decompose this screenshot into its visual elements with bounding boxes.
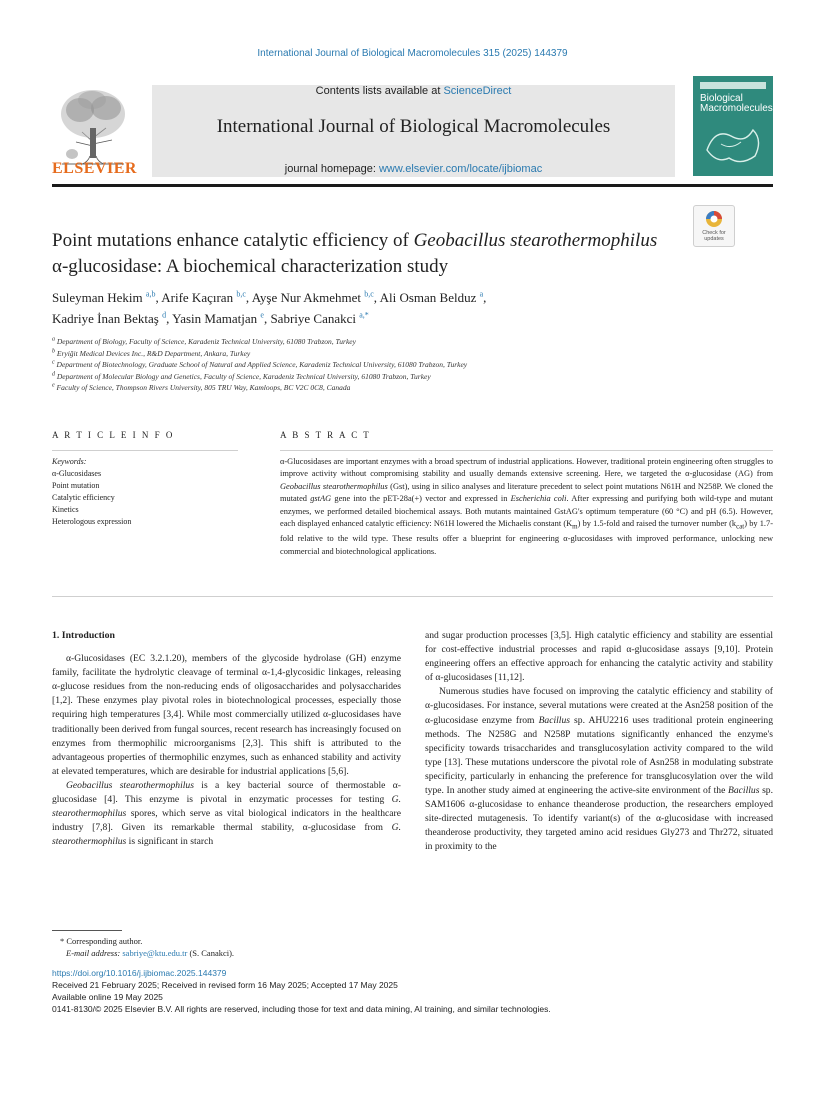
homepage-prefix: journal homepage: (284, 163, 379, 175)
affiliation-text: Department of Molecular Biology and Genetics, Faculty of Science, Karadeniz Technical University, 61080 Trabzon, Turkey (56, 371, 431, 381)
body-text: sp. SAM1606 α-glucosidase to enhance theanderose production, the researchers employed site-directed mutagenesis. To identify variant(s) of the α-glucosidase with increased theanderose productivity, they targeted amino acid residues Gly273 and Thr272, situated in proximity to the (425, 785, 773, 853)
affiliation-item (52, 359, 752, 371)
affiliation-mark: a (52, 336, 55, 343)
cover-band (700, 82, 766, 89)
abstract-subscript: cat (736, 522, 745, 531)
affiliation-mark: c (52, 359, 55, 366)
body-column-right (425, 629, 773, 855)
abstract-segment: ) by 1.5-fold and raised the turnover number (k (577, 519, 737, 529)
journal-cover-image[interactable] (693, 76, 773, 176)
author[interactable]: Ayşe Nur Akmehmet (251, 290, 361, 305)
abstract-bottom-rule (52, 596, 773, 597)
journal-name: International Journal of Biological Macromolecules (216, 116, 611, 137)
author-separator: , (155, 290, 162, 305)
body-paragraph (52, 779, 401, 849)
body-text: is significant in starch (126, 836, 214, 848)
abstract-segment: . After expressing and purifying both wild-type and mutant enzymes, we performed detailed biochemical assays. Both mutants maintained GstAG's optimum temperature (60 °C) and pH (6.5). However, each displayed enhanced catalytic efficiency: N61H lowered the Michaelis constant (K (280, 494, 773, 529)
body-paragraph (425, 629, 773, 685)
journal-homepage-link[interactable]: www.elsevier.com/locate/ijbiomac (378, 163, 543, 175)
body-italic: G. stearothermophilus (52, 794, 401, 820)
affiliation-mark: e (52, 382, 55, 389)
author[interactable]: Ali Osman Belduz (379, 290, 477, 305)
author-separator: , (483, 290, 487, 305)
elsevier-wordmark: ELSEVIER (52, 160, 137, 177)
article-title (52, 228, 672, 280)
abstract-rule (280, 450, 773, 451)
keyword: α-Glucosidases (52, 469, 102, 478)
abstract-segment: gene into the pET-28a(+) vector and expressed in (331, 494, 511, 504)
keyword: Kinetics (52, 505, 79, 514)
author-affiliation-mark[interactable]: a,b (145, 289, 156, 299)
email-label: E-mail address: (66, 948, 123, 958)
journal-citation-link[interactable]: International Journal of Biological Macromolecules 315 (2025) 144379 (257, 48, 568, 59)
author[interactable]: Suleyman Hekim (52, 290, 143, 305)
author-affiliation-mark[interactable]: b,c (236, 289, 246, 299)
author-affiliation-mark[interactable]: a (479, 289, 484, 299)
footnotes (52, 935, 552, 959)
keywords-block (52, 456, 238, 528)
author-separator: , (263, 311, 271, 326)
body-text: Numerous studies have focused on improving the catalytic efficiency and stability of α-glucosidases. For instance, several mutations were created at the Asn258 position of the α-glucosidase enzyme from (425, 686, 773, 726)
abstract-segment: (Gst), using in silico analyses and literature precedent to select point mutations N61H and N258P. We cloned the mutated (280, 481, 773, 504)
body-text: spores, which serve as vital biological indicators in the healthcare industry [7,8]. Given its remarkable thermal stability, α-glucosidase from (52, 808, 401, 834)
body-italic: Bacillus (538, 714, 571, 726)
body-italic: G. stearothermophilus (52, 822, 401, 848)
keywords-label: Keywords: (52, 457, 87, 466)
author-separator: , (245, 290, 252, 305)
abstract-heading: A B S T R A C T (280, 430, 371, 440)
keyword: Catalytic efficiency (52, 493, 115, 502)
body-paragraph (52, 652, 401, 779)
title-italic-species: Geobacillus stearothermophilus (413, 230, 658, 251)
check-for-updates-button[interactable] (693, 205, 735, 247)
contents-line (152, 85, 675, 97)
affiliation-item (52, 371, 752, 383)
body-text: α-Glucosidases (EC 3.2.1.20), members of the glycoside hydrolase (GH) enzyme family, facilitate the hydrolytic cleavage of terminal α-1,4-glycosidic linkages, releasing α-glucose residues from the non-reducing ends of oligosaccharides and polysaccharides [1,2]. These enzymes play pivotal roles in biotechnological processes, especially those requiring high temperatures [3,4]. While most commercially utilized α-glucosidases have traditionally been derived from fungal sources, recent research has increasingly focused on enzymes from thermophilic microorganisms [2,3]. This shift is attributed to the advantageous properties of thermophilic enzymes, such as enhanced stability and activity at elevated temperatures, which are desirable for industrial applications [5,6]. (52, 653, 401, 777)
abstract-segment: α-Glucosidases are important enzymes with a broad spectrum of industrial applications. However, traditional protein engineering often struggles to improve activity without compromising stability and usually demands extensive screening. Here, we targeted the α-glucosidase (AG) from (280, 457, 773, 479)
cover-molecule-icon (701, 120, 767, 170)
affiliation-text: Department of Biology, Faculty of Science, Karadeniz Technical University, 61080 Trabzon, Turkey (56, 337, 356, 346)
author[interactable]: Sabriye Canakci (270, 311, 356, 326)
author[interactable]: Arife Kaçıran (161, 290, 234, 305)
footnote-rule (52, 930, 122, 931)
title-part-1: Point mutations enhance catalytic efficiency of (52, 230, 414, 251)
body-column-left (52, 629, 401, 849)
abstract-segment: ) by 1.7-fold relative to the wild type. These results offer a blueprint for engineering α-glucosidases with improved performance, unlocking new commercial and biotechnological applications. (280, 519, 773, 556)
body-text: and sugar production processes [3,5]. High catalytic efficiency and stability are essential for cost-effective industrial processes and rapid α-glucosidase assays [9,10]. Protein engineering offers an effective approach for enhancing the catalytic activity and stability of α-glucosidases [11,12]. (425, 630, 773, 684)
author[interactable]: Kadriye İnan Bektaş (52, 311, 159, 326)
affiliation-text: Department of Biotechnology, Graduate School of Natural and Applied Science, Karadeniz Technical University, 61080 Trabzon, Turkey (56, 360, 468, 369)
author-separator: , (373, 290, 380, 305)
author-list (52, 287, 752, 329)
check-updates-label: Check for updates (702, 230, 726, 242)
author-affiliation-mark[interactable]: d (162, 310, 167, 320)
contents-prefix: Contents lists available at (315, 85, 444, 97)
header-rule (52, 184, 773, 187)
abstract-subscript: m (572, 522, 578, 531)
abstract-italic: Geobacillus stearothermophilus (280, 481, 388, 491)
body-paragraph (425, 685, 773, 854)
author-affiliation-mark[interactable]: e (260, 310, 264, 320)
affiliation-item (52, 382, 752, 394)
cover-title: Biological Macromolecules (700, 93, 773, 114)
abstract-italic: gstAG (310, 494, 332, 504)
affiliation-item (52, 348, 752, 360)
abstract-italic: Escherichia coli (510, 494, 567, 504)
affiliation-text: Faculty of Science, Thompson Rivers University, 805 TRU Way, Kamloops, BC V2C 0C8, Canada (56, 383, 351, 392)
affiliation-mark: d (52, 371, 55, 377)
affiliation-mark: b (52, 348, 55, 354)
keyword: Point mutation (52, 481, 100, 490)
author[interactable]: Yasin Mamatjan (172, 311, 258, 326)
article-info-rule (52, 450, 238, 451)
author-separator: , (166, 311, 173, 326)
homepage-line (152, 163, 675, 175)
title-part-2: α-glucosidase: A biochemical characterization study (52, 256, 449, 277)
doi-link[interactable]: https://doi.org/10.1016/j.ijbiomac.2025.144379 (52, 968, 227, 978)
author-affiliation-mark[interactable]: b,c (364, 289, 374, 299)
available-online: Available online 19 May 2025 (52, 992, 163, 1002)
abstract-text (280, 456, 773, 558)
corresponding-note: * Corresponding author. (60, 936, 143, 946)
affiliation-list (52, 336, 752, 394)
body-italic: Geobacillus stearothermophilus (66, 779, 194, 791)
author-affiliation-mark[interactable]: a,* (359, 310, 369, 320)
affiliation-text: Eryiğit Medical Devices Inc., R&D Department, Ankara, Turkey (56, 348, 251, 358)
publication-info (52, 967, 773, 1015)
affiliation-item (52, 336, 752, 348)
body-italic: Bacillus (727, 785, 760, 797)
email-link[interactable]: sabriye@ktu.edu.tr (122, 948, 188, 958)
body-text: is a key bacterial source of thermostable α-glucosidase [4]. This enzyme is pivotal in enzymatic processes for testing (52, 779, 401, 806)
sciencedirect-link[interactable]: ScienceDirect (443, 85, 512, 97)
received-dates: Received 21 February 2025; Received in revised form 16 May 2025; Accepted 17 May 2025 (52, 980, 398, 990)
article-info-heading: A R T I C L E I N F O (52, 430, 175, 440)
body-text: sp. AHU2216 uses traditional protein engineering methods. The N258G and N258P mutations significantly enhanced the enzyme's specificity towards trisaccharides and transglucosylation activity compared to the wild type [13]. These mutations underscore the pivotal role of Asn258 in modulating substrate specificity, particularly in enhancing the preference for transglucosylation over the wild type. In another study aimed at engineering the active-site environment of the (425, 714, 773, 797)
check-updates-icon (705, 210, 723, 230)
section-heading: 1. Introduction (52, 630, 115, 641)
keyword: Heterologous expression (52, 517, 132, 526)
copyright-line: 0141-8130/© 2025 Elsevier B.V. All rights are reserved, including those for text and data mining, AI training, and similar technologies. (52, 1004, 551, 1014)
email-note (52, 947, 552, 959)
email-suffix: (S. Canakci). (187, 948, 235, 958)
